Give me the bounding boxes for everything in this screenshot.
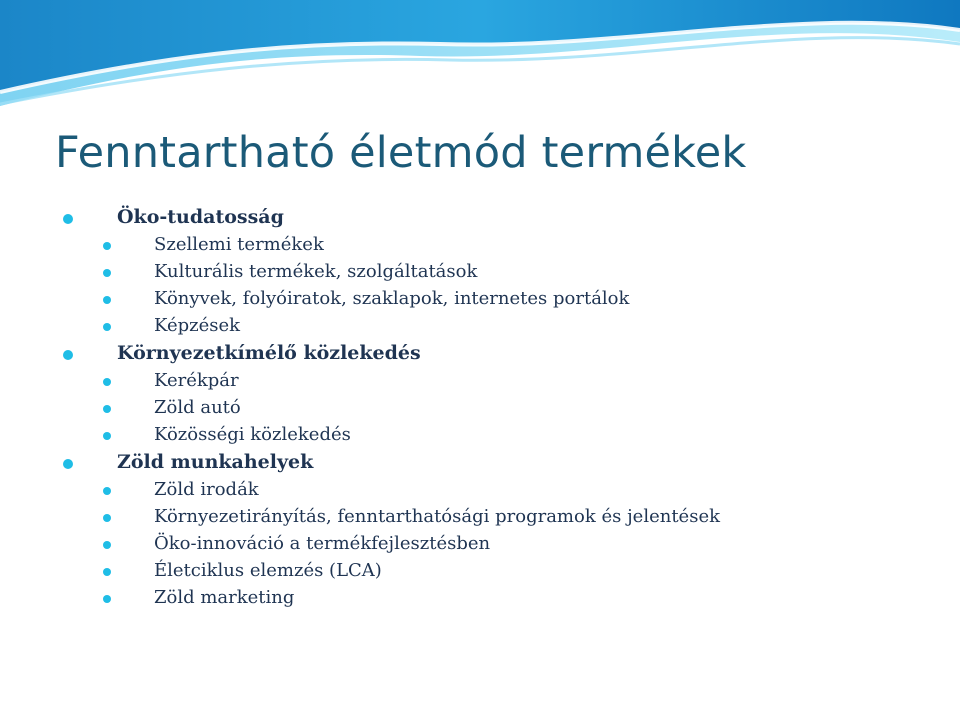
list-item-text: Kulturális termékek, szolgáltatások xyxy=(154,261,478,282)
bullet-icon xyxy=(103,269,111,277)
bullet-icon xyxy=(103,296,111,304)
list-item xyxy=(154,315,240,336)
bullet-icon xyxy=(103,432,111,440)
list-item-text: Képzések xyxy=(154,315,241,336)
section-heading-text: Öko-tudatosság xyxy=(117,206,284,228)
section-heading-eco-awareness xyxy=(117,206,284,228)
list-item xyxy=(154,533,490,554)
bullet-icon xyxy=(103,378,111,386)
header-wave-banner xyxy=(0,0,960,110)
bullet-icon xyxy=(63,459,73,469)
list-item xyxy=(154,424,351,445)
list-item-text: Zöld marketing xyxy=(154,587,295,608)
bullet-icon xyxy=(63,350,73,360)
list-item xyxy=(154,261,477,282)
list-item-text: Szellemi termékek xyxy=(154,234,324,255)
section-heading-text: Környezetkímélő közlekedés xyxy=(117,342,421,364)
list-item xyxy=(154,397,241,418)
list-item-text: Könyvek, folyóiratok, szaklapok, internetes portálok xyxy=(154,288,630,309)
list-item xyxy=(154,506,720,527)
section-heading-green-transport xyxy=(117,342,421,364)
list-item xyxy=(154,587,294,608)
list-item xyxy=(154,560,382,581)
section-heading-green-workplaces xyxy=(117,451,313,473)
list-item-text: Környezetirányítás, fenntarthatósági programok és jelentések xyxy=(154,506,720,527)
bullet-icon xyxy=(63,214,73,224)
list-item-text: Öko-innováció a termékfejlesztésben xyxy=(154,533,491,554)
bullet-icon xyxy=(103,595,111,603)
list-item-text: Életciklus elemzés (LCA) xyxy=(154,560,382,581)
bullet-icon xyxy=(103,541,111,549)
section-heading-text: Zöld munkahelyek xyxy=(117,451,314,473)
list-item-text: Kerékpár xyxy=(154,370,239,391)
bullet-icon xyxy=(103,242,111,250)
list-item xyxy=(154,370,239,391)
list-item-text: Zöld irodák xyxy=(154,479,259,500)
bullet-icon xyxy=(103,487,111,495)
bullet-icon xyxy=(103,568,111,576)
bullet-icon xyxy=(103,405,111,413)
list-item-text: Közösségi közlekedés xyxy=(154,424,351,445)
bullet-icon xyxy=(103,514,111,522)
list-item xyxy=(154,479,259,500)
list-item-text: Zöld autó xyxy=(154,397,241,418)
bullet-icon xyxy=(103,323,111,331)
slide-title: Fenntartható életmód termékek xyxy=(55,128,747,178)
list-item xyxy=(154,288,629,309)
list-item xyxy=(154,234,324,255)
